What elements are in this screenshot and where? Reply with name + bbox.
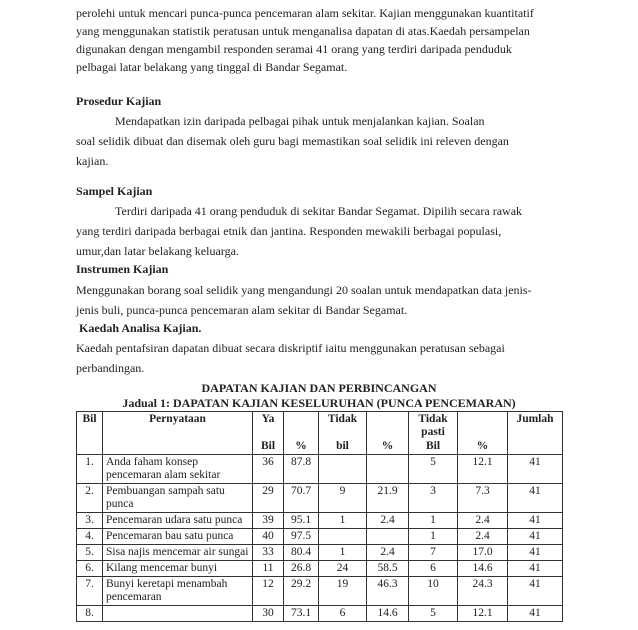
tidak-pasti-count: 5	[409, 606, 458, 622]
ya-percent: 29.2	[284, 577, 319, 606]
row-number: 1.	[77, 455, 103, 484]
header-jumlah: Jumlah	[508, 412, 563, 455]
tidak-percent: 2.4	[367, 513, 409, 529]
ya-percent: 26.8	[284, 561, 319, 577]
tidak-pasti-percent: 2.4	[458, 529, 508, 545]
row-number: 6.	[77, 561, 103, 577]
sampel-line: yang terdiri daripada berbagai etnik dan jantina. Responden mewakili berbagai populasi,	[76, 224, 502, 238]
tidak-pasti-percent: 12.1	[458, 606, 508, 622]
tidak-percent	[367, 455, 409, 484]
row-total: 41	[508, 577, 563, 606]
tidak-percent: 14.6	[367, 606, 409, 622]
section-heading-prosedur: Prosedur Kajian	[76, 94, 162, 108]
tidak-count	[319, 455, 367, 484]
tidak-count: 1	[319, 513, 367, 529]
row-statement: Kilang mencemar bunyi	[103, 561, 253, 577]
tidak-count: 1	[319, 545, 367, 561]
row-number: 8.	[77, 606, 103, 622]
row-total: 41	[508, 513, 563, 529]
tidak-pasti-percent: 7.3	[458, 484, 508, 513]
tidak-pasti-count: 1	[409, 529, 458, 545]
row-total: 41	[508, 455, 563, 484]
ya-percent: 70.7	[284, 484, 319, 513]
tidak-pasti-percent: 14.6	[458, 561, 508, 577]
tidak-percent: 46.3	[367, 577, 409, 606]
instrumen-line: jenis buli, punca-punca pencemaran alam sekitar di Bandar Segamat.	[76, 303, 408, 317]
tidak-count	[319, 529, 367, 545]
header-tidak: Tidak bil	[319, 412, 367, 455]
header-ya: Ya Bil	[253, 412, 284, 455]
row-number: 7.	[77, 577, 103, 606]
ya-count: 36	[253, 455, 284, 484]
kaedah-line: Kaedah pentafsiran dapatan dibuat secara diskriptif iaitu menggunakan peratusan sebagai	[76, 341, 505, 355]
ya-percent: 87.8	[284, 455, 319, 484]
tidak-pasti-count: 5	[409, 455, 458, 484]
ya-count: 12	[253, 577, 284, 606]
table-row	[77, 561, 563, 577]
header-tidak-pasti-pct: %	[458, 412, 508, 455]
results-table	[76, 411, 563, 622]
table-row	[77, 513, 563, 529]
tidak-pasti-count: 3	[409, 484, 458, 513]
header-bil: Bil	[77, 412, 103, 455]
table-header-row	[77, 412, 563, 455]
header-tidak-pct: %	[367, 412, 409, 455]
tidak-pasti-count: 6	[409, 561, 458, 577]
tidak-pasti-count: 7	[409, 545, 458, 561]
row-statement: Anda faham konsep pencemaran alam sekitar	[103, 455, 253, 484]
row-total: 41	[508, 545, 563, 561]
prosedur-line: Mendapatkan izin daripada pelbagai pihak untuk menjalankan kajian. Soalan	[115, 114, 485, 128]
row-statement: Sisa najis mencemar air sungai	[103, 545, 253, 561]
row-statement: Pembuangan sampah satu punca	[103, 484, 253, 513]
section-heading-sampel: Sampel Kajian	[76, 184, 153, 198]
row-number: 2.	[77, 484, 103, 513]
row-total: 41	[508, 484, 563, 513]
row-total: 41	[508, 529, 563, 545]
table-row	[77, 484, 563, 513]
tidak-pasti-count: 10	[409, 577, 458, 606]
ya-count: 11	[253, 561, 284, 577]
results-heading: DAPATAN KAJIAN DAN PERBINCANGAN	[201, 381, 437, 395]
row-statement: Pencemaran udara satu punca	[103, 513, 253, 529]
header-ya-pct: %	[284, 412, 319, 455]
tidak-count: 6	[319, 606, 367, 622]
table-row	[77, 455, 563, 484]
prosedur-line: kajian.	[76, 154, 109, 168]
table-row	[77, 606, 563, 622]
tidak-pasti-percent: 12.1	[458, 455, 508, 484]
intro-line: perolehi untuk mencari punca-punca pencemaran alam sekitar. Kajian menggunakan kuantitatif	[76, 6, 534, 20]
row-total: 41	[508, 606, 563, 622]
ya-percent: 80.4	[284, 545, 319, 561]
tidak-count: 19	[319, 577, 367, 606]
kaedah-line: perbandingan.	[76, 361, 145, 375]
row-statement	[103, 606, 253, 622]
section-heading-kaedah: Kaedah Analisa Kajian.	[79, 321, 202, 335]
table-caption: Jadual 1: DAPATAN KAJIAN KESELURUHAN (PUNCA PENCEMARAN)	[122, 396, 516, 410]
ya-percent: 97.5	[284, 529, 319, 545]
table-row	[77, 529, 563, 545]
ya-count: 40	[253, 529, 284, 545]
header-pernyataan: Pernyataan	[103, 412, 253, 455]
ya-count: 30	[253, 606, 284, 622]
row-number: 3.	[77, 513, 103, 529]
tidak-percent: 58.5	[367, 561, 409, 577]
tidak-pasti-percent: 24.3	[458, 577, 508, 606]
tidak-count: 9	[319, 484, 367, 513]
sampel-line: umur,dan latar belakang keluarga.	[76, 244, 239, 258]
ya-count: 39	[253, 513, 284, 529]
sampel-line: Terdiri daripada 41 orang penduduk di sekitar Bandar Segamat. Dipilih secara rawak	[115, 204, 523, 218]
ya-percent: 95.1	[284, 513, 319, 529]
row-total: 41	[508, 561, 563, 577]
row-statement: Pencemaran bau satu punca	[103, 529, 253, 545]
tidak-percent: 2.4	[367, 545, 409, 561]
table-row	[77, 577, 563, 606]
tidak-pasti-percent: 2.4	[458, 513, 508, 529]
table-row	[77, 545, 563, 561]
intro-paragraph	[76, 4, 562, 76]
prosedur-line: soal selidik dibuat dan disemak oleh guru bagi memastikan soal selidik ini releven dengan	[76, 134, 509, 148]
tidak-percent	[367, 529, 409, 545]
intro-line: yang menggunakan statistik peratusan untuk menganalisa dapatan di atas.Kaedah persampelan	[76, 24, 530, 38]
ya-count: 29	[253, 484, 284, 513]
header-tidak-pasti: Tidak pasti Bil	[409, 412, 458, 455]
tidak-pasti-count: 1	[409, 513, 458, 529]
row-statement: Bunyi keretapi menambah pencemaran	[103, 577, 253, 606]
ya-percent: 73.1	[284, 606, 319, 622]
document-page	[76, 4, 562, 622]
tidak-percent: 21.9	[367, 484, 409, 513]
row-number: 5.	[77, 545, 103, 561]
tidak-count: 24	[319, 561, 367, 577]
instrumen-line: Menggunakan borang soal selidik yang mengandungi 20 soalan untuk mendapatkan data jenis-	[76, 283, 532, 297]
tidak-pasti-percent: 17.0	[458, 545, 508, 561]
intro-line: pelbagai latar belakang yang tinggal di Bandar Segamat.	[76, 60, 348, 74]
ya-count: 33	[253, 545, 284, 561]
intro-line: digunakan dengan mengambil responden seramai 41 orang yang terdiri daripada penduduk	[76, 42, 512, 56]
row-number: 4.	[77, 529, 103, 545]
section-heading-instrumen: Instrumen Kajian	[76, 262, 169, 276]
